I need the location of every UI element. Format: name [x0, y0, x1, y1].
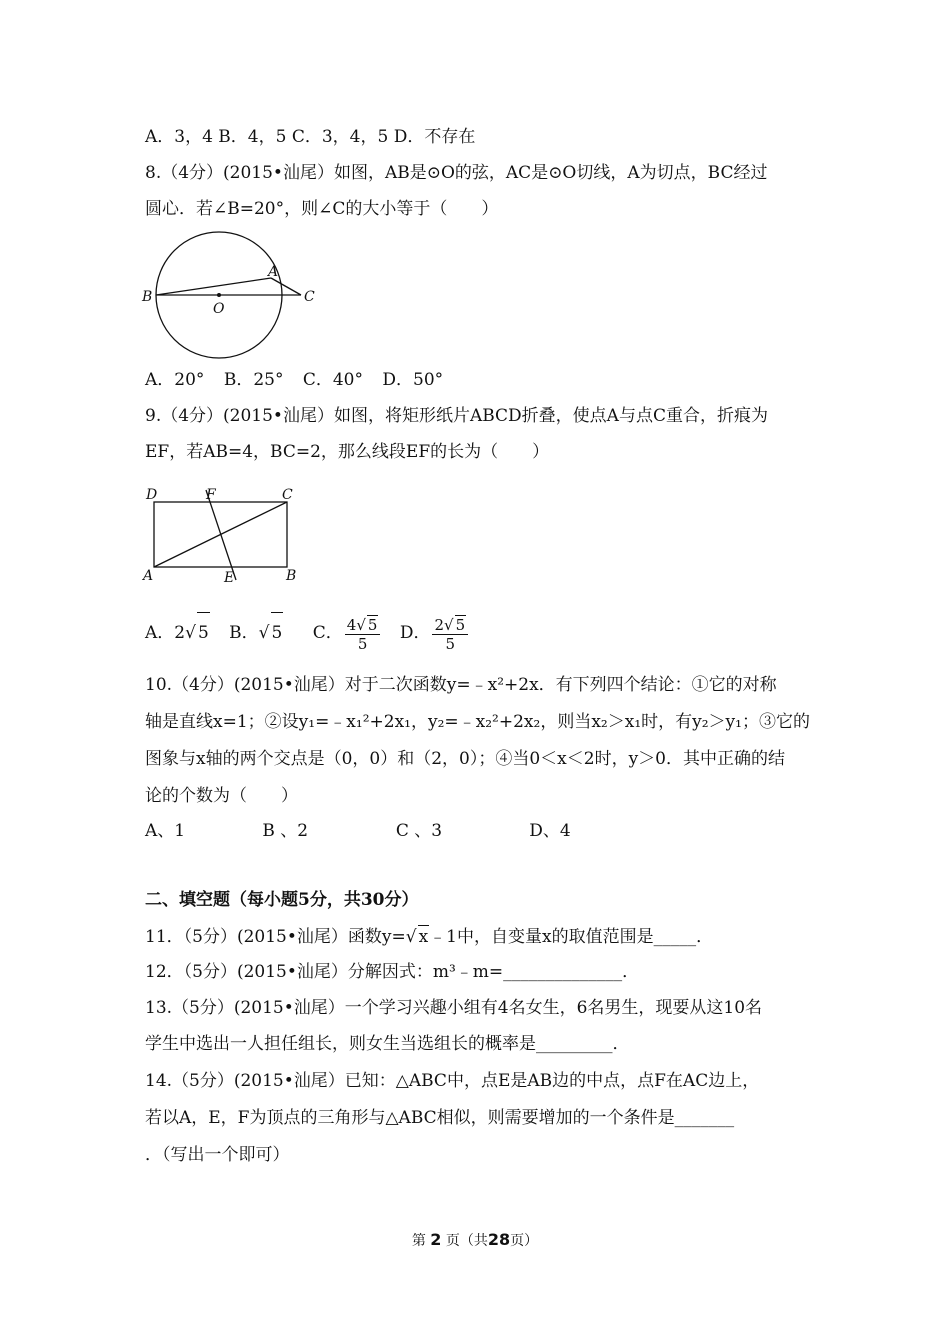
q8-options	[145, 369, 457, 391]
label-b: B	[286, 568, 297, 584]
q11: 11．（5分）(2015•汕尾）函数y=√ x﹣1中，自变量x的取值范围是_____．	[145, 927, 714, 947]
q8-option-b: B．25°	[223, 370, 284, 390]
q10-option-c: C 、3	[395, 821, 443, 841]
q9-option-c: C． $\frac{4√ 5}{5}$	[313, 623, 383, 643]
q8-option-a: A．20°	[145, 370, 205, 390]
q10-option-d: D、4	[529, 821, 571, 841]
q10-options	[145, 820, 571, 842]
label-a: A	[143, 568, 154, 584]
q14-line2: 若以A，E，F为顶点的三角形与△ABC相似，则需要增加的一个条件是_______	[145, 1108, 735, 1128]
label-d: D	[146, 487, 158, 503]
q10-line3: 图象与x轴的两个交点是（0，0）和（2，0）；④当0＜x＜2时，y＞0．其中正确的结	[145, 749, 785, 769]
q9-line2: EF，若AB=4，BC=2，那么线段EF的长为（ ）	[145, 442, 550, 462]
q9-options	[145, 612, 470, 656]
q10-option-b: B 、2	[262, 821, 309, 841]
q10-line1: 10.（4分）(2015•汕尾）对于二次函数y=﹣x²+2x．有下列四个结论：①它的对称	[145, 675, 777, 695]
label-f: F	[206, 487, 216, 503]
q12: 12．（5分）(2015•汕尾）分解因式：m³﹣m=______________．	[145, 962, 640, 982]
q7-options: A．3，4 B．4，5 C．3，4，5 D．不存在	[145, 127, 476, 147]
q9-option-a: A．2√ 5	[145, 623, 210, 643]
q8-line2: 圆心．若∠B=20°，则∠C的大小等于（ ）	[145, 199, 499, 219]
label-e: E	[224, 570, 235, 586]
q14-line3: ．（写出一个即可）	[145, 1145, 290, 1165]
total-pages: 28	[487, 1230, 511, 1249]
q8-option-c: C．40°	[302, 370, 363, 390]
label-c: C	[304, 289, 315, 305]
label-o: O	[213, 301, 225, 317]
q13-line2: 学生中选出一人担任组长，则女生当选组长的概率是_________．	[145, 1034, 630, 1054]
chord-ab	[156, 278, 271, 295]
q10-line2: 轴是直线x=1；②设y₁=﹣x₁²+2x₁，y₂=﹣x₂²+2x₂，则当x₂＞x₁时，有y₂＞y₁；③它的	[145, 712, 810, 732]
q8-line1: 8.（4分）(2015•汕尾）如图，AB是⊙O的弦，AC是⊙O切线，A为切点，BC经过	[145, 163, 768, 183]
q9-option-d: D． $\frac{2√ 5}{5}$	[400, 623, 470, 643]
page-footer: 第 2 页（共28页）	[411, 1230, 539, 1249]
q9-option-b: B．√ 5	[229, 623, 283, 643]
center-point	[217, 293, 221, 297]
q10-option-a: A、1	[145, 821, 186, 841]
label-b: B	[142, 289, 153, 305]
q8-option-d: D．50°	[382, 370, 444, 390]
q14-line1: 14.（5分）(2015•汕尾）已知：△ABC中，点E是AB边的中点，点F在AC边上，	[145, 1071, 760, 1091]
q8-circle-figure	[138, 226, 328, 366]
tangent-ac	[271, 278, 301, 295]
label-c: C	[282, 487, 293, 503]
page-number: 2	[430, 1230, 442, 1249]
section-title: 二、填空题（每小题5分，共30分）	[145, 890, 419, 910]
q13-line1: 13.（5分）(2015•汕尾）一个学习兴趣小组有4名女生，6名男生，现要从这10名	[145, 998, 763, 1018]
q9-line1: 9.（4分）(2015•汕尾）如图，将矩形纸片ABCD折叠，使点A与点C重合，折痕为	[145, 406, 768, 426]
q9-rectangle-figure	[140, 482, 310, 587]
q10-line4: 论的个数为（ ）	[145, 786, 298, 806]
label-a: A	[268, 264, 279, 280]
